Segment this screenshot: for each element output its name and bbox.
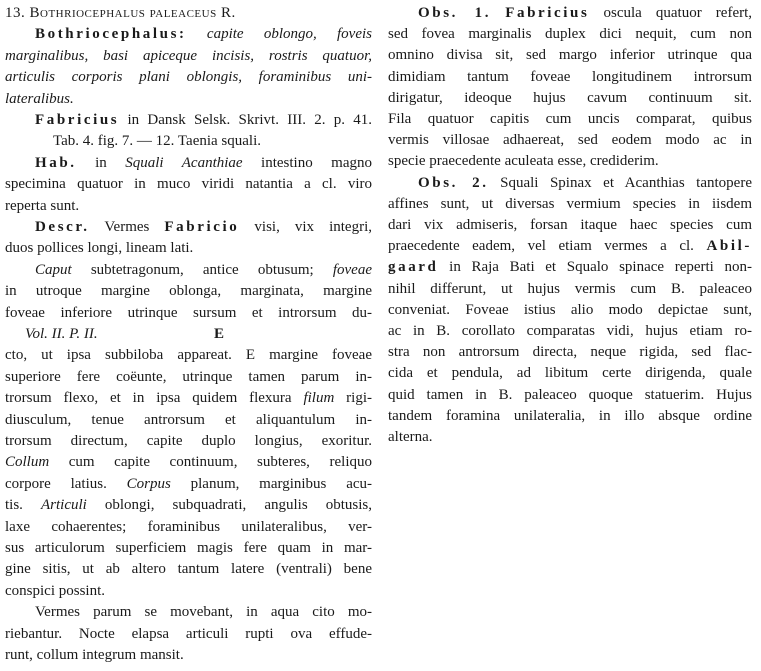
text-line [388,342,752,362]
text-line [5,303,372,323]
text-segment [187,26,207,42]
text-line [5,110,372,130]
text-line [388,88,752,108]
text-segment: conveniat. Foveae istius alio modo depictae sunt, [388,301,752,318]
text-line [5,217,372,237]
text-segment: affines sunt, ut diversas vermium species in iisdem [388,195,752,212]
spaced-text: Abil- [706,238,752,255]
text-segment: gine sitis, ut ab altero tantum latere (ventrali) bene [5,561,372,578]
text-line [5,517,372,537]
text-segment: cum capite continuum, subteres, reliquo [49,454,372,471]
text-segment: reperta sunt. [5,197,80,214]
text-line [388,427,752,447]
text-line [5,46,372,66]
text-line [5,559,372,579]
text-segment: tis. [5,497,41,514]
text-line [5,410,372,430]
text-segment: in utroque margine oblonga, marginata, margine [5,283,372,300]
spaced-text: Bothriocephalus: [35,26,187,43]
text-line [5,367,372,387]
text-line [5,474,372,494]
text-segment: superiore fere coëunte, utrinque tamen parum in- [5,368,372,385]
gathering-mark: E [213,326,224,342]
italic-text: Squali Acanthiae [125,154,243,171]
text-line [388,279,752,299]
text-segment: intestino magno [242,154,372,171]
text-line [5,67,372,87]
text-line [5,624,372,644]
text-segment: runt, collum integrum mansit. [5,647,184,663]
text-segment: conspici possint. [5,582,105,599]
text-line [388,257,752,277]
italic-text: Collum [5,454,50,471]
text-segment: vermis villosae adhaereat, sed eodem modo ac in [388,132,752,149]
text-segment: in [76,154,126,171]
text-segment: planum, marginibus acu- [170,475,372,492]
text-segment: Vermes [89,219,165,235]
text-segment: specimina quatuor in muco viridi natantia a cl. viro [5,176,372,193]
text-segment: omnino divisa sit, sed margo inferior utrinque qua [388,47,752,64]
text-line [388,236,752,256]
text-line [5,153,372,173]
text-line [5,174,372,194]
text-segment: visi, vix integri, [239,219,372,235]
text-line [5,3,372,23]
spaced-text: Hab. [35,154,77,171]
text-line [388,67,752,87]
text-line [388,45,752,65]
text-line [5,431,372,451]
text-segment: laxe cohaerentes; foraminibus unilateralibus, ver- [5,518,372,535]
italic-text: Corpus [126,475,171,492]
text-line [5,645,372,665]
text-line [5,196,372,216]
text-line [388,194,752,214]
text-line [5,495,372,515]
italic-text: Caput [35,261,72,278]
text-segment: Fila quatuor capitis cum uncis comparat, quibus [388,111,752,127]
text-segment: praecedente eadem, vel etiam vermes a cl. [388,238,707,255]
italic-text: filum [303,390,335,407]
text-line [388,151,752,171]
text-line [388,109,752,129]
text-segment: cida et pendula, ad libitum certe dirigenda, quale [388,365,752,382]
text-segment: in Dansk Selsk. Skrivt. III. 2. p. 41. [119,112,372,128]
italic-text: Articuli [41,497,87,514]
text-segment: foveae inferiore utrinque sursum et introrsum du- [5,304,372,321]
italic-text: marginalibus, basi apiceque incisis, rostris quatuor, [5,47,372,64]
italic-text: articulis corporis plani oblongis, foraminibus uni- [5,69,372,86]
text-line [5,24,372,44]
text-line [5,260,372,280]
text-segment: dimidiam tantum foveae longitudinem introrsum [388,68,752,85]
text-segment: subtetragonum, antice obtusum; [71,261,333,278]
text-segment: riebantur. Nocte elapsa articuli rupti ova effude- [5,625,372,642]
text-segment: alterna. [388,429,433,445]
italic-text: foveae [332,261,372,278]
text-segment: in Raja Bati et Squalo spinace reperti non- [438,259,752,276]
text-segment: Vermes parum se movebant, in aqua cito mo- [35,604,372,621]
text-segment: oblongi, subquadrati, angulis obtusis, [86,497,372,514]
text-segment: duos pollices longi, lineam lati. [5,240,194,257]
text-line [388,215,752,235]
text-segment: quid tamen in B. paleaceo quoque statuerim. Hujus [388,386,752,403]
spaced-text: Obs. 2. [418,174,489,191]
text-line [5,388,372,408]
text-segment: nihil differunt, ut hujus vermis cum B. paleaceo [388,280,752,297]
text-line [5,538,372,558]
text-segment: stra non antrorsum directa, neque rigida, sed flac- [388,344,752,361]
text-segment: ac in B. corollato comparatas vidi, hujus etiam ro- [388,323,752,339]
italic-text: lateralibus. [5,90,74,107]
text-line [5,131,372,151]
text-segment [491,5,505,21]
volume-signature: Vol. II. P. II. [25,326,98,342]
text-line [388,363,752,383]
text-line [388,406,752,426]
spaced-text: Fabricius [505,5,590,21]
text-line [388,173,752,193]
text-segment: diusculum, tenue antrorsum et aliquantulum in- [5,411,372,428]
text-segment: Tab. 4. fig. 7. — 12. Taenia squali. [53,133,262,150]
text-segment: Squali Spinax et Acanthias tantopere [488,174,752,191]
italic-text: capite oblongo, foveis [206,26,373,43]
text-segment: sus articulorum superficiem magis fere quam in mar- [5,540,372,556]
spaced-text: Obs. 1. [418,5,492,21]
text-segment: rigi- [334,390,372,407]
text-line [5,345,372,365]
text-line [5,89,372,109]
text-line [388,385,752,405]
text-segment: sed fovea marginalis duplex dici nequit, cum non [388,26,752,43]
text-line [5,581,372,601]
text-line [388,300,752,320]
spaced-text: Fabricius [35,112,120,128]
section-heading: 13. Bothriocephalus paleaceus R. [5,5,236,21]
text-segment: dari vix admiseris, forsan itaque haec species cum [388,217,752,233]
text-line [388,321,752,341]
text-line [388,3,752,23]
text-line [5,324,372,344]
text-segment: oscula quatuor refert, [589,5,753,21]
text-line [5,281,372,301]
text-segment: trorsum flexo, et in ipsa quidem flexura [5,390,304,407]
text-line [388,130,752,150]
text-segment: dirigatur, ideoque hujus cavum continuum sit. [388,89,752,106]
text-line [5,452,372,472]
text-line [5,238,372,258]
spaced-text: Fabricio [164,219,240,235]
text-segment: specie praecedente aculeata esse, crediderim. [388,153,659,170]
spaced-text: gaard [388,259,439,276]
spaced-text: Descr. [35,219,90,235]
text-line [5,602,372,622]
text-line [388,24,752,44]
text-segment: tandem foramina unilateralia, in illo absque ordine [388,407,752,424]
text-segment: trorsum directum, capite duplo longius, exoritur. [5,433,372,449]
text-segment: cto, ut ipsa subbiloba appareat. E margine foveae [5,347,372,364]
text-segment: corpore latius. [5,475,127,492]
